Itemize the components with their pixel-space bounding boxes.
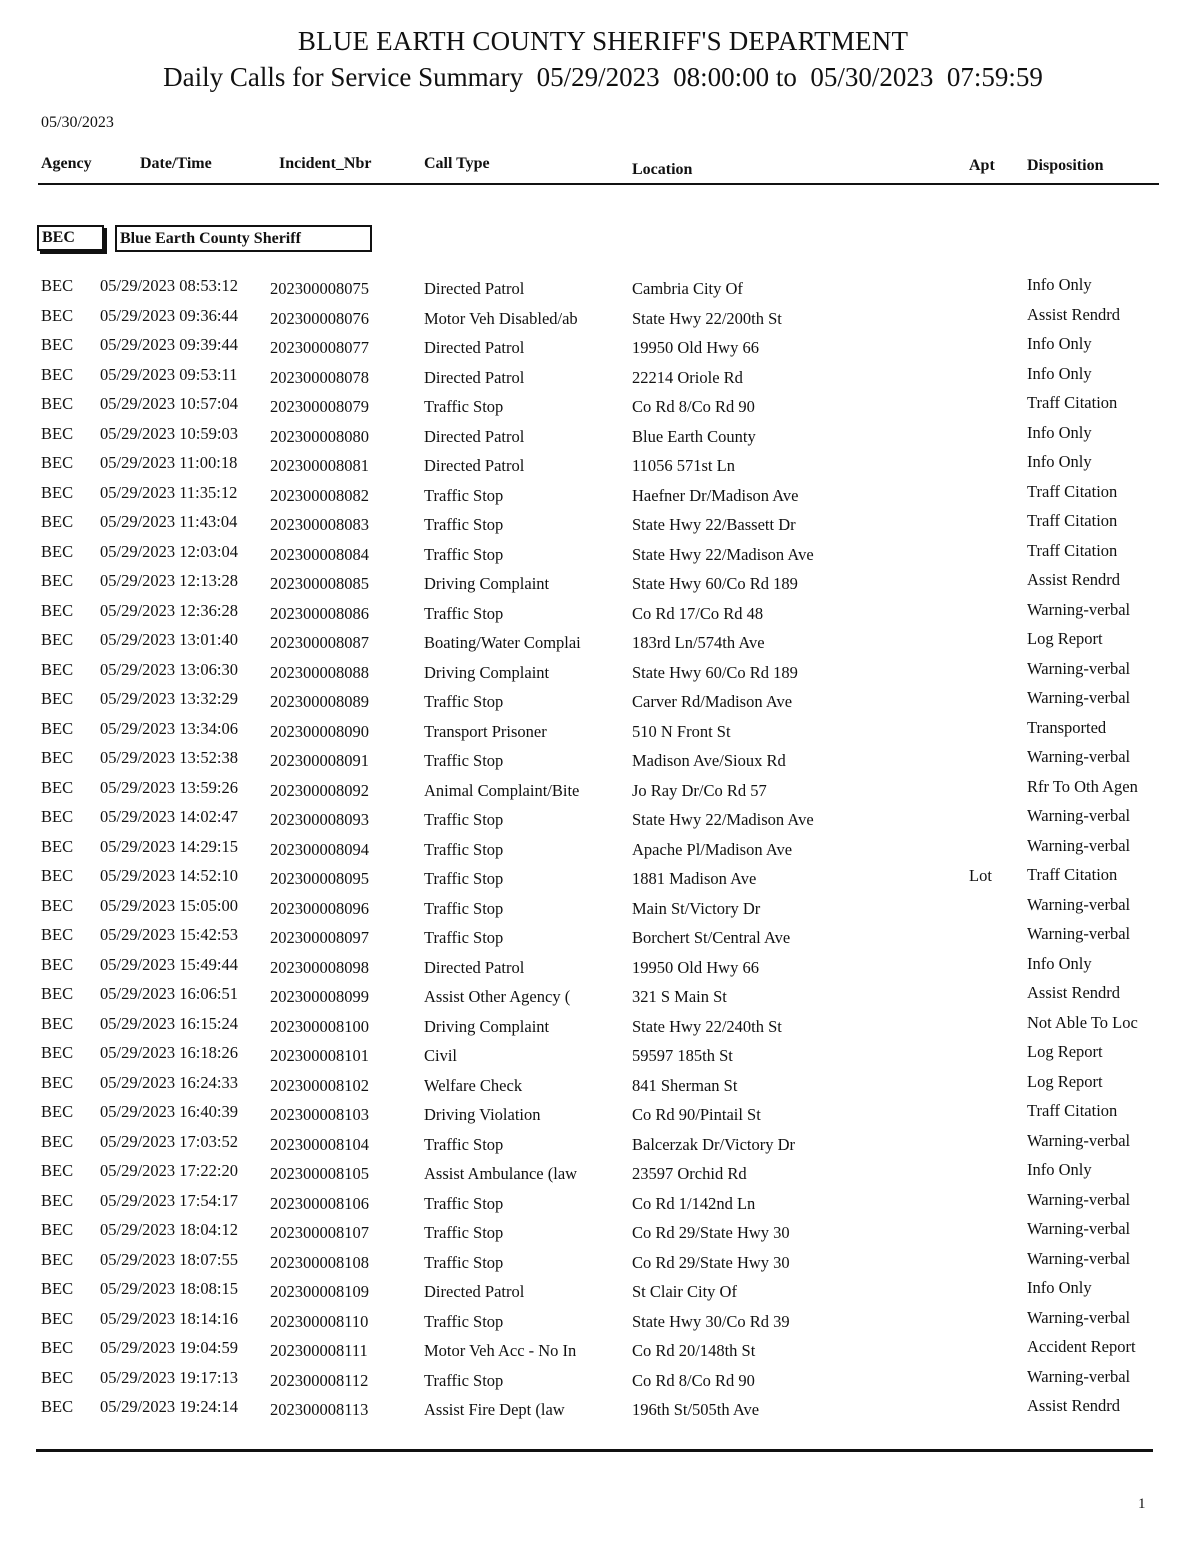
cell-call-type: Traffic Stop [424, 751, 504, 770]
cell-disposition: Warning-verbal [1027, 835, 1131, 855]
cell-datetime: 05/29/2023 16:24:33 [100, 1072, 238, 1092]
cell-datetime: 05/29/2023 19:24:14 [100, 1397, 238, 1416]
cell-call-type: Traffic Stop [424, 1311, 504, 1331]
cell-disposition: Info Only [1027, 1160, 1092, 1179]
cell-datetime: 05/29/2023 15:49:44 [100, 954, 238, 974]
cell-disposition: Assist Rendrd [1027, 304, 1121, 324]
group-agency-name: Blue Earth County Sheriff [115, 225, 372, 252]
cell-agency: BEC [41, 1338, 74, 1357]
cell-disposition: Warning-verbal [1027, 1366, 1131, 1386]
table-row [0, 1071, 1200, 1101]
cell-disposition: Traff Citation [1027, 511, 1118, 530]
cell-location: State Hwy 60/Co Rd 189 [632, 574, 798, 593]
cell-disposition: Warning-verbal [1027, 924, 1131, 943]
cell-agency: BEC [41, 1072, 74, 1092]
cell-location: Co Rd 29/State Hwy 30 [632, 1252, 790, 1272]
cell-datetime: 05/29/2023 12:03:04 [100, 541, 238, 561]
cell-disposition: Info Only [1027, 275, 1092, 294]
cell-agency: BEC [41, 1131, 74, 1151]
cell-incident: 202300008095 [270, 869, 369, 888]
cell-disposition: Transported [1027, 717, 1107, 737]
cell-agency: BEC [41, 1397, 74, 1416]
cell-call-type: Directed Patrol [424, 1282, 525, 1301]
cell-incident: 202300008109 [270, 1282, 369, 1301]
cell-datetime: 05/29/2023 18:08:15 [100, 1279, 238, 1298]
cell-location: Apache Pl/Madison Ave [632, 839, 793, 859]
cell-incident: 202300008094 [270, 839, 369, 859]
cell-incident: 202300008100 [270, 1016, 369, 1036]
table-row [0, 510, 1200, 540]
cell-incident: 202300008091 [270, 751, 369, 770]
cell-location: 321 S Main St [632, 987, 727, 1006]
cell-location: State Hwy 22/240th St [632, 1016, 782, 1036]
cell-incident: 202300008111 [270, 1341, 368, 1360]
cell-agency: BEC [41, 1013, 74, 1033]
cell-datetime: 05/29/2023 13:52:38 [100, 748, 238, 767]
table-row [0, 422, 1200, 452]
cell-disposition: Assist Rendrd [1027, 1396, 1121, 1415]
table-row [0, 658, 1200, 688]
cell-location: Co Rd 17/Co Rd 48 [632, 603, 764, 623]
cell-location: Balcerzak Dr/Victory Dr [632, 1134, 796, 1154]
table-row [0, 569, 1200, 599]
cell-location: 183rd Ln/574th Ave [632, 633, 765, 652]
cell-agency: BEC [41, 600, 74, 620]
cell-location: Madison Ave/Sioux Rd [632, 751, 786, 770]
cell-disposition: Warning-verbal [1027, 894, 1131, 914]
cell-datetime: 05/29/2023 12:36:28 [100, 600, 238, 620]
cell-incident: 202300008086 [270, 603, 369, 623]
cell-call-type: Traffic Stop [424, 810, 504, 829]
table-row [0, 1041, 1200, 1071]
cell-location: Co Rd 90/Pintail St [632, 1105, 761, 1124]
cell-location: 11056 571st Ln [632, 456, 735, 475]
cell-agency: BEC [41, 1190, 74, 1210]
cell-datetime: 05/29/2023 17:22:20 [100, 1161, 238, 1180]
cell-datetime: 05/29/2023 13:01:40 [100, 630, 238, 649]
cell-agency: BEC [41, 984, 74, 1003]
cell-call-type: Driving Complaint [424, 662, 550, 682]
cell-incident: 202300008089 [270, 692, 369, 711]
cell-agency: BEC [41, 954, 74, 974]
cell-disposition: Traff Citation [1027, 540, 1118, 560]
cell-incident: 202300008107 [270, 1223, 369, 1242]
cell-location: State Hwy 22/Madison Ave [632, 810, 814, 829]
cell-agency: BEC [41, 1249, 74, 1269]
cell-disposition: Not Able To Loc [1027, 1012, 1138, 1032]
table-row [0, 1307, 1200, 1337]
cell-disposition: Info Only [1027, 422, 1092, 442]
cell-call-type: Welfare Check [424, 1075, 523, 1095]
cell-datetime: 05/29/2023 17:03:52 [100, 1131, 238, 1151]
cell-datetime: 05/29/2023 18:14:16 [100, 1308, 238, 1328]
cell-incident: 202300008106 [270, 1193, 369, 1213]
cell-datetime: 05/29/2023 14:02:47 [100, 807, 238, 826]
cell-agency: BEC [41, 630, 74, 649]
cell-agency: BEC [41, 866, 74, 885]
cell-disposition: Warning-verbal [1027, 806, 1131, 825]
cell-location: Main St/Victory Dr [632, 898, 761, 918]
cell-datetime: 05/29/2023 13:59:26 [100, 777, 238, 797]
table-row [0, 1159, 1200, 1189]
cell-call-type: Assist Ambulance (law [424, 1164, 578, 1183]
cell-datetime: 05/29/2023 17:54:17 [100, 1190, 238, 1210]
cell-call-type: Driving Violation [424, 1105, 541, 1124]
cell-incident: 202300008110 [270, 1311, 369, 1331]
cell-location: State Hwy 30/Co Rd 39 [632, 1311, 790, 1331]
table-row [0, 746, 1200, 776]
cell-call-type: Traffic Stop [424, 603, 504, 623]
cell-disposition: Traff Citation [1027, 481, 1118, 501]
cell-incident: 202300008105 [270, 1164, 369, 1183]
cell-incident: 202300008103 [270, 1105, 369, 1124]
cell-incident: 202300008082 [270, 485, 369, 505]
column-header-datetime: Date/Time [140, 155, 212, 172]
cell-agency: BEC [41, 1161, 74, 1180]
table-row [0, 953, 1200, 983]
table-row [0, 1366, 1200, 1396]
cell-agency: BEC [41, 305, 74, 325]
cell-location: State Hwy 22/Bassett Dr [632, 515, 796, 534]
cell-agency: BEC [41, 394, 74, 413]
cell-incident: 202300008113 [270, 1400, 369, 1419]
cell-call-type: Traffic Stop [424, 1223, 504, 1242]
cell-datetime: 05/29/2023 15:42:53 [100, 925, 238, 944]
cell-datetime: 05/29/2023 14:52:10 [100, 866, 238, 885]
cell-disposition: Warning-verbal [1027, 1130, 1131, 1150]
cell-call-type: Traffic Stop [424, 485, 504, 505]
cell-datetime: 05/29/2023 11:00:18 [100, 453, 238, 472]
cell-agency: BEC [41, 1043, 74, 1062]
cell-call-type: Traffic Stop [424, 397, 504, 416]
cell-call-type: Transport Prisoner [424, 721, 547, 741]
cell-location: Borchert St/Central Ave [632, 928, 791, 947]
cell-incident: 202300008076 [270, 308, 369, 328]
cell-disposition: Traff Citation [1027, 1101, 1118, 1120]
cell-incident: 202300008096 [270, 898, 369, 918]
cell-call-type: Directed Patrol [424, 456, 525, 475]
cell-datetime: 05/29/2023 10:59:03 [100, 423, 238, 443]
cell-disposition: Warning-verbal [1027, 658, 1131, 678]
cell-disposition: Warning-verbal [1027, 599, 1131, 619]
cell-datetime: 05/29/2023 09:39:44 [100, 335, 238, 354]
cell-incident: 202300008108 [270, 1252, 369, 1272]
cell-agency: BEC [41, 453, 74, 472]
cell-disposition: Info Only [1027, 334, 1092, 353]
cell-call-type: Animal Complaint/Bite [424, 780, 580, 800]
cell-location: 19950 Old Hwy 66 [632, 338, 759, 357]
cell-location: 510 N Front St [632, 721, 731, 741]
cell-call-type: Directed Patrol [424, 279, 525, 298]
table-row [0, 982, 1200, 1012]
table-row [0, 1277, 1200, 1307]
report-title: BLUE EARTH COUNTY SHERIFF'S DEPARTMENT [297, 26, 909, 56]
table-row [0, 1130, 1200, 1160]
cell-agency: BEC [41, 512, 74, 531]
table-row [0, 776, 1200, 806]
cell-call-type: Traffic Stop [424, 1193, 504, 1213]
cell-location: Co Rd 29/State Hwy 30 [632, 1223, 790, 1242]
cell-call-type: Driving Complaint [424, 1016, 550, 1036]
table-row [0, 1218, 1200, 1248]
cell-agency: BEC [41, 482, 74, 502]
column-header-apt: Apt [969, 157, 995, 174]
cell-incident: 202300008112 [270, 1370, 369, 1390]
cell-incident: 202300008087 [270, 633, 369, 652]
cell-location: State Hwy 22/200th St [632, 308, 782, 328]
cell-call-type: Motor Veh Acc - No In [424, 1341, 577, 1360]
cell-datetime: 05/29/2023 12:13:28 [100, 571, 238, 590]
cell-datetime: 05/29/2023 18:04:12 [100, 1220, 238, 1239]
cell-disposition: Info Only [1027, 363, 1092, 383]
cell-disposition: Log Report [1027, 629, 1103, 648]
cell-incident: 202300008090 [270, 721, 369, 741]
cell-call-type: Traffic Stop [424, 928, 504, 947]
table-row [0, 481, 1200, 511]
header-divider [38, 183, 1159, 185]
table-row [0, 540, 1200, 570]
cell-agency: BEC [41, 1279, 74, 1298]
cell-agency: BEC [41, 718, 74, 738]
cell-incident: 202300008099 [270, 987, 369, 1006]
cell-location: Co Rd 20/148th St [632, 1341, 756, 1360]
cell-disposition: Log Report [1027, 1071, 1103, 1091]
cell-call-type: Civil [424, 1046, 458, 1065]
cell-call-type: Assist Other Agency ( [424, 987, 571, 1006]
cell-location: Co Rd 1/142nd Ln [632, 1193, 756, 1213]
cell-call-type: Traffic Stop [424, 1252, 504, 1272]
cell-location: 59597 185th St [632, 1046, 733, 1065]
cell-agency: BEC [41, 748, 74, 767]
cell-datetime: 05/29/2023 16:18:26 [100, 1043, 238, 1062]
cell-call-type: Traffic Stop [424, 1134, 504, 1154]
cell-datetime: 05/29/2023 11:35:12 [100, 482, 238, 502]
cell-disposition: Assist Rendrd [1027, 570, 1121, 589]
cell-datetime: 05/29/2023 18:07:55 [100, 1249, 238, 1269]
cell-incident: 202300008079 [270, 397, 369, 416]
calls-table [0, 274, 1200, 1425]
cell-location: Blue Earth County [632, 426, 756, 446]
cell-call-type: Motor Veh Disabled/ab [424, 308, 578, 328]
cell-incident: 202300008104 [270, 1134, 369, 1154]
table-row [0, 835, 1200, 865]
cell-call-type: Directed Patrol [424, 426, 525, 446]
cell-agency: BEC [41, 895, 74, 915]
cell-call-type: Traffic Stop [424, 898, 504, 918]
group-agency-code: BEC [37, 225, 104, 251]
cell-location: 196th St/505th Ave [632, 1400, 760, 1419]
column-header-disposition: Disposition [1027, 157, 1104, 174]
table-row [0, 1012, 1200, 1042]
table-row [0, 599, 1200, 629]
table-row [0, 451, 1200, 481]
table-row [0, 805, 1200, 835]
column-header-call-type: Call Type [424, 155, 490, 172]
cell-agency: BEC [41, 925, 74, 944]
cell-incident: 202300008088 [270, 662, 369, 682]
column-header-agency: Agency [41, 155, 92, 172]
table-row [0, 304, 1200, 334]
cell-datetime: 05/29/2023 08:53:12 [100, 276, 238, 295]
cell-datetime: 05/29/2023 13:34:06 [100, 718, 238, 738]
cell-incident: 202300008081 [270, 456, 369, 475]
cell-call-type: Traffic Stop [424, 544, 504, 564]
table-row [0, 274, 1200, 304]
cell-datetime: 05/29/2023 19:04:59 [100, 1338, 238, 1357]
cell-agency: BEC [41, 1220, 74, 1239]
cell-call-type: Traffic Stop [424, 839, 504, 859]
cell-disposition: Warning-verbal [1027, 1219, 1131, 1238]
column-header-incident: Incident_Nbr [279, 155, 372, 172]
cell-incident: 202300008093 [270, 810, 369, 829]
cell-agency: BEC [41, 807, 74, 826]
table-row [0, 363, 1200, 393]
table-row [0, 333, 1200, 363]
table-row [0, 923, 1200, 953]
cell-incident: 202300008083 [270, 515, 369, 534]
report-subtitle: Daily Calls for Service Summary 05/29/2023 08:00:00 to 05/30/2023 07:59:59 [163, 62, 1043, 92]
cell-disposition: Log Report [1027, 1042, 1103, 1061]
cell-location: Co Rd 8/Co Rd 90 [632, 1370, 755, 1390]
cell-disposition: Info Only [1027, 953, 1092, 973]
cell-agency: BEC [41, 423, 74, 443]
cell-disposition: Warning-verbal [1027, 1248, 1131, 1268]
cell-disposition: Traff Citation [1027, 393, 1118, 412]
table-row [0, 1248, 1200, 1278]
cell-disposition: Assist Rendrd [1027, 983, 1121, 1002]
cell-agency: BEC [41, 777, 74, 797]
cell-agency: BEC [41, 276, 74, 295]
print-date: 05/30/2023 [41, 114, 114, 131]
cell-agency: BEC [41, 1102, 74, 1121]
cell-incident: 202300008080 [270, 426, 369, 446]
cell-disposition: Info Only [1027, 452, 1092, 471]
cell-agency: BEC [41, 1308, 74, 1328]
cell-datetime: 05/29/2023 16:06:51 [100, 984, 238, 1003]
cell-location: Co Rd 8/Co Rd 90 [632, 397, 755, 416]
cell-datetime: 05/29/2023 13:32:29 [100, 689, 238, 708]
cell-datetime: 05/29/2023 09:36:44 [100, 305, 238, 325]
cell-incident: 202300008075 [270, 279, 369, 298]
cell-disposition: Warning-verbal [1027, 1307, 1131, 1327]
cell-incident: 202300008097 [270, 928, 369, 947]
cell-location: Jo Ray Dr/Co Rd 57 [632, 780, 767, 800]
column-header-location: Location [632, 161, 693, 178]
cell-incident: 202300008098 [270, 957, 369, 977]
cell-agency: BEC [41, 364, 74, 384]
cell-datetime: 05/29/2023 14:29:15 [100, 836, 238, 856]
table-row [0, 717, 1200, 747]
cell-disposition: Info Only [1027, 1278, 1092, 1297]
cell-location: St Clair City Of [632, 1282, 737, 1301]
cell-agency: BEC [41, 571, 74, 590]
cell-disposition: Accident Report [1027, 1337, 1136, 1356]
table-row [0, 894, 1200, 924]
table-row [0, 864, 1200, 894]
cell-datetime: 05/29/2023 15:05:00 [100, 895, 238, 915]
table-row [0, 1336, 1200, 1366]
cell-agency: BEC [41, 335, 74, 354]
cell-call-type: Traffic Stop [424, 692, 504, 711]
cell-agency: BEC [41, 689, 74, 708]
cell-disposition: Warning-verbal [1027, 688, 1131, 707]
cell-location: Haefner Dr/Madison Ave [632, 485, 799, 505]
cell-location: 1881 Madison Ave [632, 869, 757, 888]
cell-incident: 202300008101 [270, 1046, 369, 1065]
cell-incident: 202300008077 [270, 338, 369, 357]
footer-divider [36, 1449, 1153, 1452]
cell-location: Carver Rd/Madison Ave [632, 692, 793, 711]
cell-incident: 202300008084 [270, 544, 369, 564]
cell-disposition: Warning-verbal [1027, 747, 1131, 766]
cell-call-type: Driving Complaint [424, 574, 550, 593]
cell-datetime: 05/29/2023 10:57:04 [100, 394, 238, 413]
cell-datetime: 05/29/2023 13:06:30 [100, 659, 238, 679]
cell-apt: Lot [969, 866, 992, 885]
cell-location: 23597 Orchid Rd [632, 1164, 747, 1183]
cell-location: 19950 Old Hwy 66 [632, 957, 759, 977]
cell-datetime: 05/29/2023 11:43:04 [100, 512, 238, 531]
cell-call-type: Traffic Stop [424, 515, 504, 534]
cell-datetime: 05/29/2023 16:40:39 [100, 1102, 238, 1121]
cell-datetime: 05/29/2023 16:15:24 [100, 1013, 238, 1033]
table-row [0, 628, 1200, 658]
cell-disposition: Rfr To Oth Agen [1027, 776, 1138, 796]
cell-agency: BEC [41, 541, 74, 561]
cell-incident: 202300008092 [270, 780, 369, 800]
cell-datetime: 05/29/2023 09:53:11 [100, 364, 238, 384]
cell-incident: 202300008078 [270, 367, 369, 387]
cell-call-type: Directed Patrol [424, 367, 525, 387]
cell-agency: BEC [41, 1367, 74, 1387]
cell-disposition: Warning-verbal [1027, 1189, 1131, 1209]
cell-disposition: Traff Citation [1027, 865, 1118, 884]
cell-datetime: 05/29/2023 19:17:13 [100, 1367, 238, 1387]
table-row [0, 1100, 1200, 1130]
cell-call-type: Directed Patrol [424, 957, 525, 977]
page-number: 1 [1138, 1496, 1146, 1512]
table-row [0, 1189, 1200, 1219]
cell-call-type: Traffic Stop [424, 869, 504, 888]
cell-location: State Hwy 22/Madison Ave [632, 544, 814, 564]
table-row [0, 1395, 1200, 1425]
cell-call-type: Traffic Stop [424, 1370, 504, 1390]
table-row [0, 392, 1200, 422]
cell-agency: BEC [41, 659, 74, 679]
cell-location: 841 Sherman St [632, 1075, 738, 1095]
cell-call-type: Assist Fire Dept (law [424, 1400, 565, 1419]
cell-agency: BEC [41, 836, 74, 856]
cell-location: Cambria City Of [632, 279, 743, 298]
cell-incident: 202300008102 [270, 1075, 369, 1095]
cell-call-type: Boating/Water Complai [424, 633, 581, 652]
cell-call-type: Directed Patrol [424, 338, 525, 357]
cell-location: 22214 Oriole Rd [632, 367, 743, 387]
cell-location: State Hwy 60/Co Rd 189 [632, 662, 798, 682]
table-row [0, 687, 1200, 717]
cell-incident: 202300008085 [270, 574, 369, 593]
